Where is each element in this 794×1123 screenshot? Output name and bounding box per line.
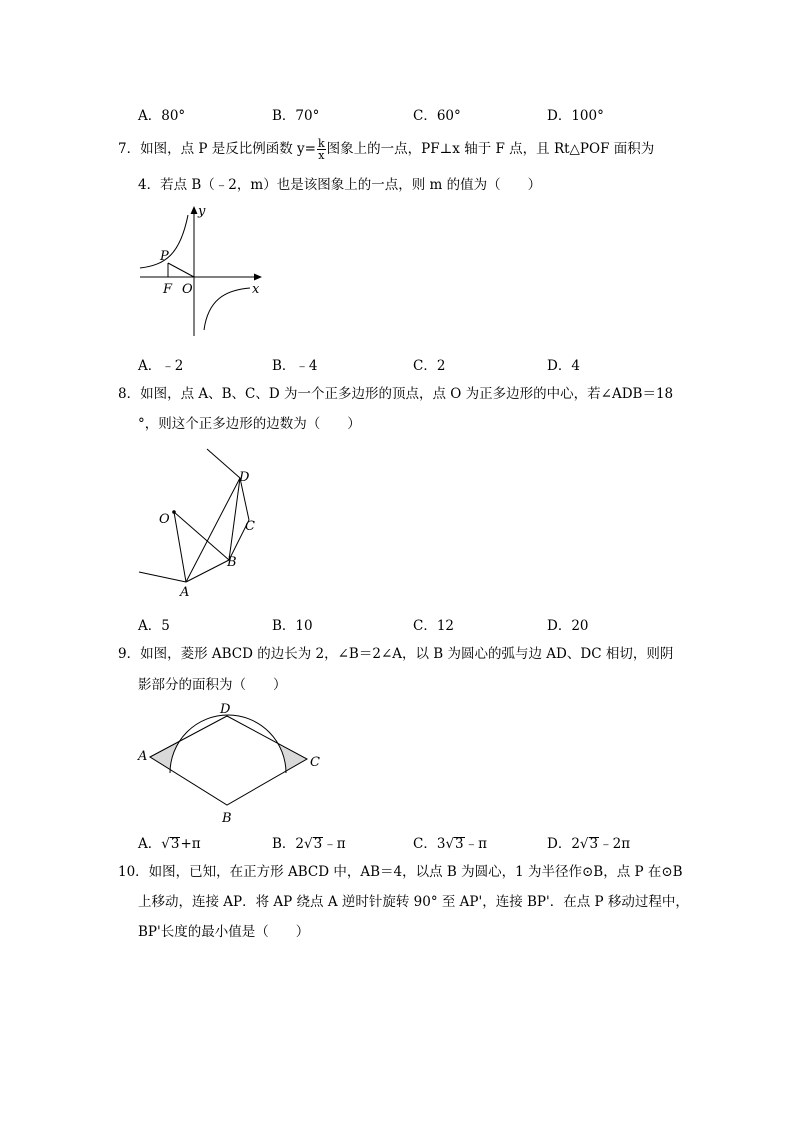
q7-fraction — [317, 138, 326, 161]
q9-figure — [134, 700, 334, 830]
q9-option-b-suffix: ﹣π — [323, 836, 346, 852]
q7-frac-num: k — [317, 137, 325, 150]
q8-figure — [132, 442, 272, 602]
q9-option-c-coef: 3 — [436, 836, 446, 852]
q9-stem-line2: 影部分的面积为（ ） — [138, 677, 287, 693]
q7-label-x: x — [252, 282, 260, 297]
q6-option-d: D．100° — [547, 108, 604, 124]
q10-stem-line1: 10．如图，已知，在正方形 ABCD 中，AB＝4，以点 B 为圆心，1 为半径作⊙B，点 P 在⊙B — [118, 864, 683, 880]
q6-option-b: B．70° — [272, 108, 320, 124]
q7-option-d: D．4 — [547, 358, 580, 374]
q7-option-b: B．﹣4 — [272, 358, 318, 374]
q9-option-c: C．3√3﹣π — [413, 836, 488, 852]
q9-label-d: D — [220, 702, 231, 717]
q7-option-c: C．2 — [413, 358, 446, 374]
q7-stem-part2: 图象上的一点，PF⊥x 轴于 F 点，且 Rt△POF 面积为 — [326, 141, 655, 157]
q9-option-d-suffix: ﹣2π — [599, 836, 631, 852]
q9-option-b-prefix: B． — [272, 836, 296, 852]
q9-option-c-prefix: C． — [413, 836, 437, 852]
q8-label-o: O — [159, 512, 170, 527]
q9-label-b: B — [222, 811, 232, 826]
q8-stem-line1: 8．如图，点 A、B、C、D 为一个正多边形的顶点，点 O 为正多边形的中心，若∠ADB＝18 — [118, 386, 674, 402]
q9-stem-line1: 9．如图，菱形 ABCD 的边长为 2，∠B＝2∠A，以 B 为圆心的弧与边 AD、DC 相切，则阴 — [118, 646, 674, 662]
q9-option-c-radicand: 3 — [455, 836, 464, 852]
q7-frac-den: x — [318, 149, 325, 162]
q8-label-b: B — [227, 555, 237, 570]
q8-option-a: A．5 — [138, 618, 170, 634]
q7-label-p: P — [160, 249, 169, 264]
q8-label-a: A — [180, 585, 190, 600]
q9-option-b-coef: 2 — [295, 836, 305, 852]
q7-stem-line2: 4．若点 B（﹣2，m）也是该图象上的一点，则 m 的值为（ ） — [138, 177, 542, 193]
q7-stem-line1 — [118, 138, 654, 161]
q8-label-c: C — [245, 519, 255, 534]
q9-option-b-radicand: 3 — [313, 836, 323, 852]
q8-option-c: C．12 — [413, 618, 455, 634]
q6-option-c: C．60° — [413, 108, 461, 124]
q8-option-b: B．10 — [272, 618, 313, 634]
q9-option-a-suffix: +π — [180, 836, 201, 852]
q8-stem-line2: °，则这个正多边形的边数为（ ） — [138, 416, 361, 432]
q8-option-d: D．20 — [547, 618, 589, 634]
q9-option-d-coef: 2 — [571, 836, 580, 852]
q7-label-f: F — [163, 282, 173, 297]
q9-option-c-suffix: ﹣π — [464, 836, 488, 852]
q10-stem-line3: BP'长度的最小值是（ ） — [138, 924, 310, 940]
q9-option-b: B．2√3﹣π — [272, 836, 346, 852]
q9-option-a: A．√3+π — [138, 836, 201, 852]
q7-figure — [130, 200, 270, 340]
q9-option-d-radicand: 3 — [589, 836, 599, 852]
q10-stem-line2: 上移动，连接 AP．将 AP 绕点 A 逆时针旋转 90° 至 AP'，连接 BP'．在点 P 移动过程中， — [138, 894, 689, 910]
q9-option-a-prefix: A． — [138, 836, 162, 852]
q7-option-a: A．﹣2 — [138, 358, 184, 374]
q9-option-d-prefix: D． — [547, 836, 572, 852]
q9-option-a-radicand: 3 — [170, 836, 180, 852]
q8-label-d: D — [239, 470, 250, 485]
q9-label-a: A — [138, 749, 148, 764]
q9-option-d: D．2√3﹣2π — [547, 836, 631, 852]
q7-stem-part1: 7．如图，点 P 是反比例函数 y= — [118, 141, 316, 157]
q6-option-a: A．80° — [138, 108, 186, 124]
q9-label-c: C — [310, 755, 320, 770]
q7-label-y: y — [198, 204, 206, 219]
q7-label-o: O — [182, 282, 193, 297]
